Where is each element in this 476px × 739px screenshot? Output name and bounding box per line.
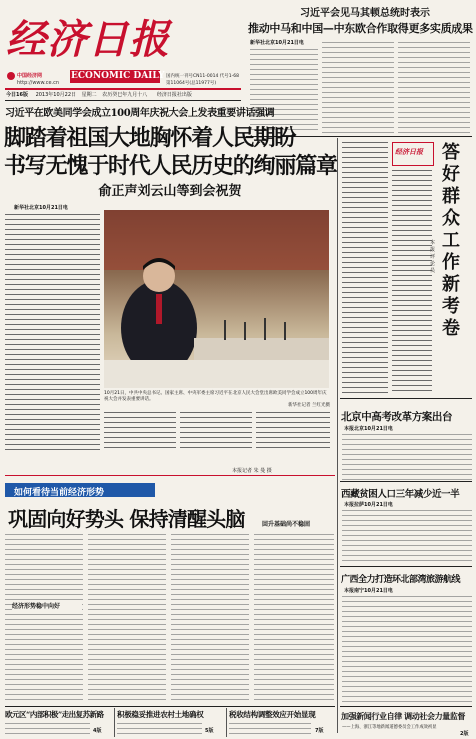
lead-photo-figure [104, 210, 329, 388]
lead-rule-bottom [5, 475, 335, 476]
story-guangxi-dateline: 本报南宁10月21日电 [344, 588, 393, 594]
top-right-dateline: 新华社北京10月21日电 [250, 40, 304, 46]
lunar-date: 农历癸巳年九月十八 [102, 92, 148, 98]
masthead-logo: 经济日报 [6, 16, 170, 63]
teaser-1-body [5, 721, 90, 735]
section-body-col-4 [254, 532, 334, 702]
section-body-col-3 [171, 532, 249, 702]
section-body-col-2 [88, 532, 166, 702]
story-tibet-rule [340, 566, 472, 567]
commentary-byline: 本报评论员 [430, 240, 436, 274]
commentary-body-col-1 [342, 140, 388, 395]
lead-body-col-mid-3 [256, 410, 330, 450]
story-beijing-body [342, 432, 472, 480]
lead-subhead: 俞正声刘云山等到会祝贺 [98, 184, 242, 199]
commentary-title[interactable]: 答好群众工作新考卷 [442, 142, 460, 339]
lead-kicker[interactable]: 习近平在欧美同学会成立100周年庆祝大会上发表重要讲话强调 [5, 108, 275, 119]
site-label: 中国经济网 [17, 73, 43, 79]
top-right-body-col-2 [322, 40, 394, 133]
section-banner[interactable]: 如何看待当前经济形势 [14, 488, 105, 498]
lead-photo[interactable] [104, 210, 329, 388]
teaser-1[interactable] [5, 709, 112, 737]
teaser-3-page[interactable]: 7版 [315, 728, 324, 734]
story-tibet-headline[interactable]: 西藏贫困人口三年减少近一半 [341, 489, 460, 500]
lead-dateline: 新华社北京10月21日电 [14, 205, 68, 211]
lead-body-col-left [5, 212, 100, 450]
photo-credit: 新华社记者 兰红光摄 [288, 403, 330, 408]
top-right-body-col-3 [398, 40, 470, 133]
section-subhead-2: 回升基础尚不稳固 [262, 519, 332, 528]
weekday: 星期二 [81, 92, 97, 98]
date-bar-rule-top [5, 88, 241, 90]
top-right-headline-1[interactable]: 习近平会见马其顿总统时表示 [300, 8, 430, 19]
issue-number: 第11064号(总11977号) [166, 81, 217, 86]
site-logo-icon [7, 72, 15, 80]
teaser-1-page[interactable]: 4版 [93, 728, 102, 734]
logo-en: ECONOMIC DAILY [71, 71, 165, 81]
lead-footer-note: 本报记者 朱 曼 摄 [232, 468, 272, 474]
story-press-sub: ——上海、浙江等地新闻道德委员会工作成效初显 [342, 725, 437, 730]
lead-headline-1[interactable]: 脚踏着祖国大地胸怀着人民期盼 [4, 125, 296, 151]
section-headline[interactable]: 巩固向好势头 保持清醒头脑 [8, 507, 245, 531]
teaser-3-headline[interactable]: 税收结构调整效应开始显现 [229, 710, 316, 719]
teaser-3[interactable] [229, 709, 334, 737]
issn-line: 国内统一刊号CN11-0014 代号1-68 [166, 74, 239, 79]
story-press-page[interactable]: 2版 [460, 731, 469, 737]
story-beijing-headline[interactable]: 北京中高考改革方案出台 [341, 411, 453, 423]
site-url[interactable]: http://www.ce.cn [17, 80, 60, 86]
lead-body-col-mid-2 [180, 410, 252, 450]
commentary-badge-label: 经济日报 [395, 147, 423, 156]
lead-headline-2[interactable]: 书写无愧于时代人民历史的绚丽篇章 [4, 153, 337, 179]
teaser-divider-1 [114, 708, 115, 737]
teaser-2-page[interactable]: 5版 [205, 728, 214, 734]
commentary-rule-bottom [340, 398, 472, 399]
teaser-3-body [229, 721, 311, 735]
teaser-divider-2 [226, 708, 227, 737]
commentary-body-col-2 [392, 168, 432, 395]
story-tibet-body [342, 508, 472, 564]
issue-date: 2013年10月22日 [35, 92, 77, 98]
masthead [0, 0, 245, 95]
lead-body-col-mid-1 [104, 410, 176, 450]
story-tibet-dateline: 本报拉萨10月21日电 [344, 502, 393, 508]
photo-caption: 10月21日，中共中央总书记、国家主席、中央军委主席习近平在北京人民大会堂出席欧美同学会成立100周年庆祝大会并发表重要讲话。 [104, 391, 327, 402]
teaser-2[interactable] [117, 709, 224, 737]
main-right-divider [337, 138, 338, 733]
bottom-teaser-rule-top [5, 706, 335, 707]
story-beijing-dateline: 本报北京10月21日电 [344, 426, 393, 432]
story-guangxi-headline[interactable]: 广西全力打造环北部湾旅游航线 [341, 575, 461, 585]
teaser-1-headline[interactable]: 欧元区“内部积极”走出复苏新路 [5, 710, 104, 719]
page-count: 今日16版 [6, 92, 28, 98]
publisher: 经济日报社出版 [156, 92, 192, 98]
story-guangxi-body [342, 594, 472, 704]
section-body-col-1 [5, 532, 83, 702]
section-subhead-1: 经济形势稳中向好 [12, 601, 82, 610]
top-right-headline-2[interactable]: 推动中马和中国—中东欧合作取得更多实质成果 [248, 22, 473, 35]
teaser-2-body [117, 721, 202, 735]
date-bar-rule-bottom [5, 100, 241, 101]
teaser-2-headline[interactable]: 积极稳妥推进农村土地确权 [117, 710, 204, 719]
commentary-badge [392, 142, 434, 166]
story-guangxi-rule [340, 706, 472, 707]
date-bar [6, 91, 242, 100]
story-beijing-rule [340, 481, 472, 482]
story-press-headline[interactable]: 加强新闻行业自律 调动社会力量监督 [341, 711, 465, 721]
